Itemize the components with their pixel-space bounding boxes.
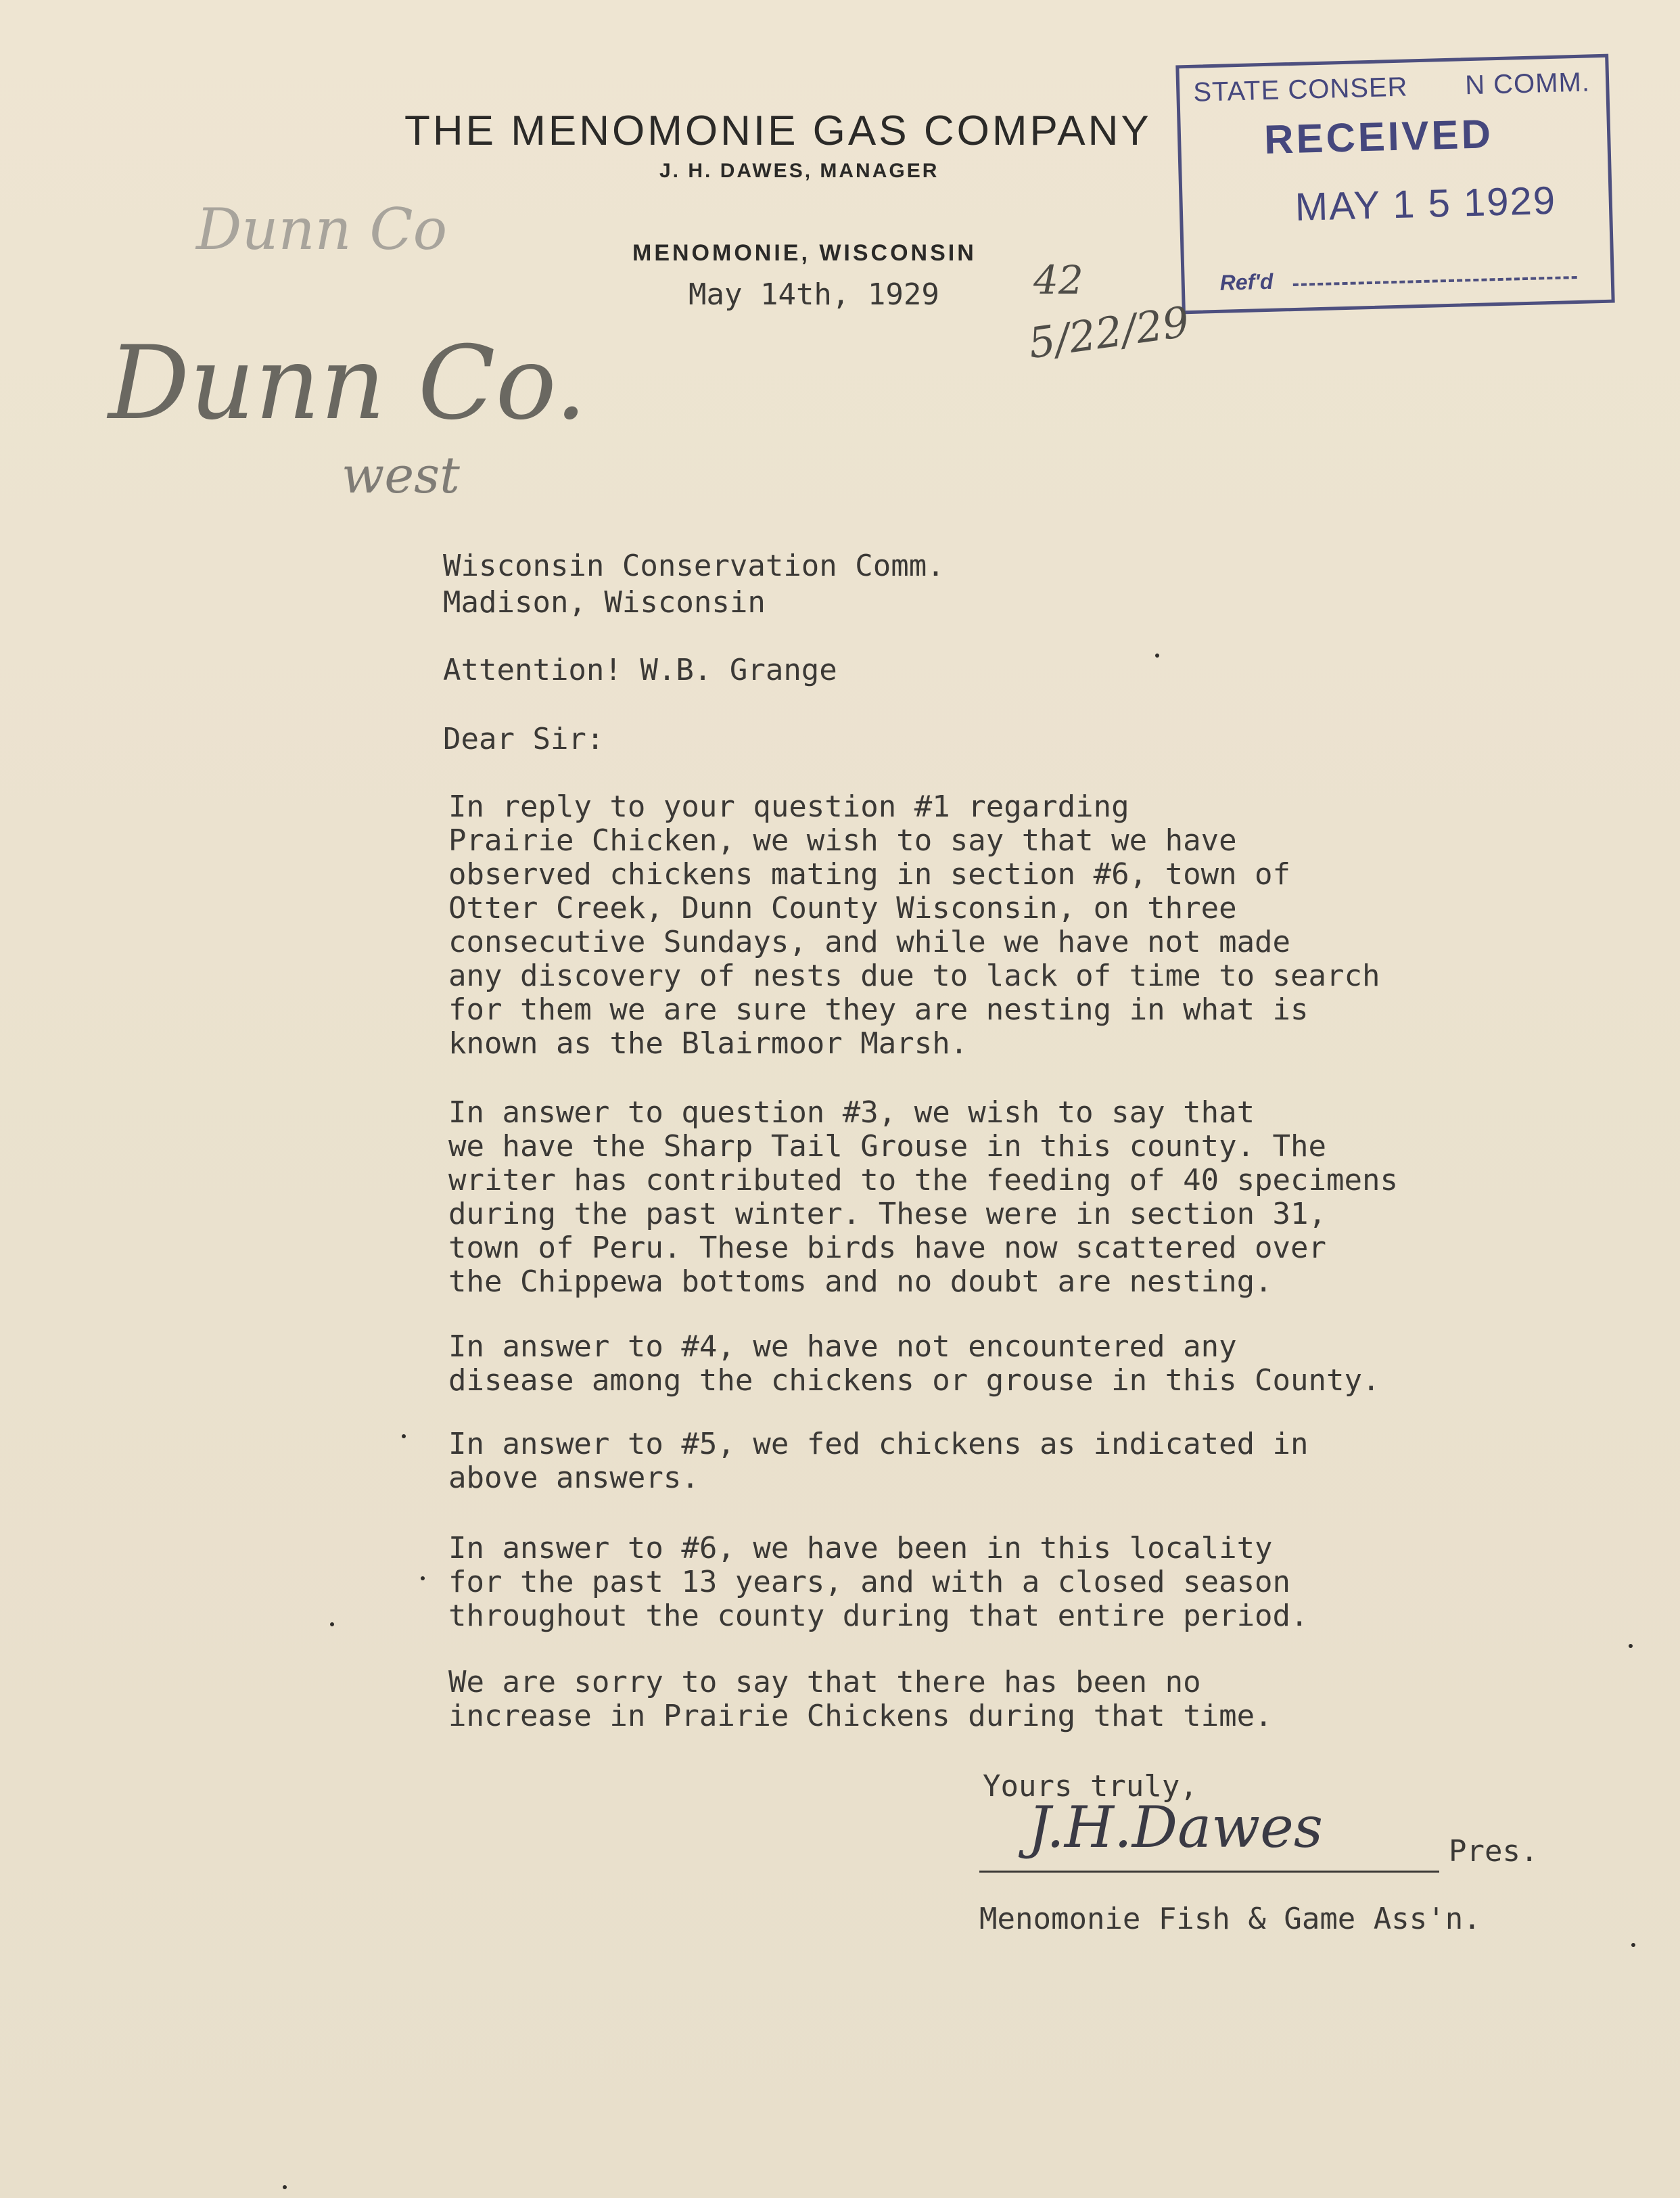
body-line: consecutive Sundays, and while we have not made <box>448 925 1291 959</box>
body-line: increase in Prairie Chickens during that time. <box>448 1699 1273 1733</box>
letter-date: May 14th, 1929 <box>689 277 939 312</box>
salutation: Dear Sir: <box>443 722 605 756</box>
paper-speck <box>283 2185 287 2189</box>
body-line: town of Peru. These birds have now scattered over <box>448 1231 1327 1265</box>
letterhead-city: MENOMONIE, WISCONSIN <box>632 240 977 266</box>
attention-line: Attention! W.B. Grange <box>443 653 837 687</box>
valediction: Yours truly, <box>983 1769 1198 1804</box>
body-line: disease among the chickens or grouse in this County. <box>448 1363 1380 1398</box>
signature: J.H.Dawes <box>1028 1794 1323 1860</box>
handwritten-number: 42 <box>1033 257 1083 303</box>
recipient-line-2: Madison, Wisconsin <box>443 585 766 620</box>
stamp-ref-line <box>1293 276 1577 286</box>
paper-speck <box>330 1622 334 1626</box>
body-line: during the past winter. These were in section 31, <box>448 1197 1327 1231</box>
paper-speck <box>1631 1943 1635 1947</box>
body-line: for them we are sure they are nesting in what is <box>448 992 1309 1027</box>
paper-speck <box>421 1576 425 1580</box>
body-line: We are sorry to say that there has been no <box>448 1665 1201 1699</box>
body-line: In answer to #4, we have not encountered any <box>448 1329 1237 1364</box>
body-line: throughout the county during that entire period. <box>448 1599 1309 1633</box>
body-line: known as the Blairmoor Marsh. <box>448 1026 969 1061</box>
body-line: for the past 13 years, and with a closed season <box>448 1565 1291 1599</box>
stamp-received: RECEIVED <box>1263 111 1494 163</box>
paper-speck <box>402 1434 406 1438</box>
body-line: above answers. <box>448 1461 699 1495</box>
body-line: Prairie Chicken, we wish to say that we have <box>448 823 1237 858</box>
signer-title: Pres. <box>1449 1834 1539 1869</box>
handwritten-county: Dunn Co. <box>108 325 587 442</box>
body-line: Otter Creek, Dunn County Wisconsin, on three <box>448 891 1237 925</box>
body-line: observed chickens mating in section #6, town of <box>448 857 1291 892</box>
body-line: In answer to #6, we have been in this locality <box>448 1531 1273 1565</box>
handwritten-county-faint: Dunn Co <box>196 196 448 262</box>
letterhead-company: THE MENOMONIE GAS COMPANY <box>404 108 1152 154</box>
body-line: writer has contributed to the feeding of 40 specimens <box>448 1163 1398 1197</box>
body-line: the Chippewa bottoms and no doubt are nesting. <box>448 1264 1273 1299</box>
recipient-line-1: Wisconsin Conservation Comm. <box>443 549 945 583</box>
handwritten-west: west <box>342 447 460 505</box>
paper-speck <box>1629 1644 1633 1648</box>
handwritten-date: 5/22/29 <box>1025 296 1192 369</box>
stamp-ref-label: Ref'd <box>1219 269 1274 295</box>
stamp-date: MAY 1 5 1929 <box>1294 178 1557 229</box>
body-line: In answer to #5, we fed chickens as indicated in <box>448 1427 1309 1461</box>
body-line: In reply to your question #1 regarding <box>448 789 1129 824</box>
paper-speck <box>1155 654 1159 658</box>
body-line: we have the Sharp Tail Grouse in this county. The <box>448 1129 1327 1164</box>
signer-organization: Menomonie Fish & Game Ass'n. <box>979 1902 1481 1936</box>
body-line: any discovery of nests due to lack of time to search <box>448 959 1380 993</box>
signature-line <box>979 1871 1439 1873</box>
stamp-agency: STATE CONSER N COMM. <box>1192 67 1591 108</box>
body-line: In answer to question #3, we wish to say that <box>448 1095 1255 1130</box>
letterhead-manager: J. H. DAWES, MANAGER <box>659 160 939 182</box>
received-stamp <box>1175 54 1614 315</box>
